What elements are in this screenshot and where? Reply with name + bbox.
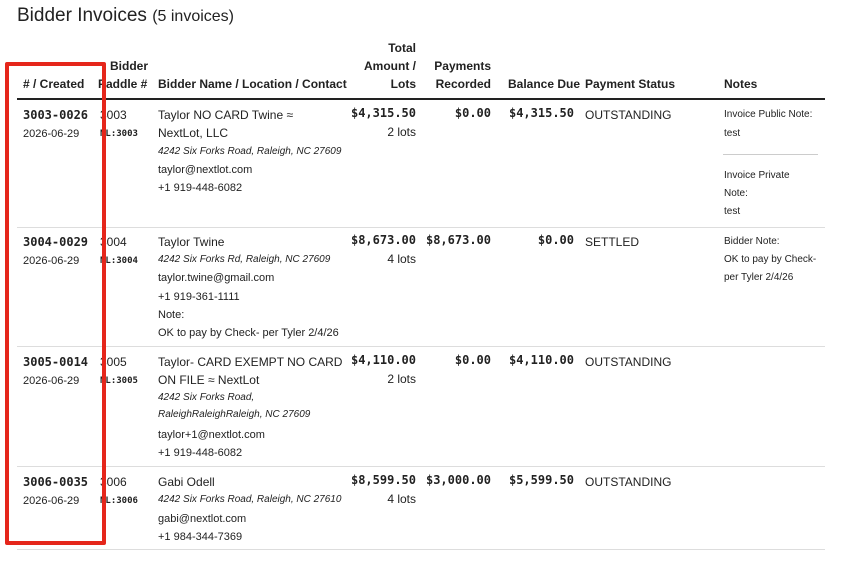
paddle-sub: NL:3006: [100, 496, 138, 506]
lot-count: 4 lots: [387, 252, 416, 266]
highlight-annotation-box: [5, 62, 106, 545]
header-created[interactable]: # / Created: [23, 77, 85, 91]
bidder-name[interactable]: Taylor Twine: [158, 235, 225, 249]
header-notes[interactable]: Notes: [724, 77, 758, 91]
paddle-sub: NL:3004: [100, 256, 138, 266]
invoice-created: 2026-06-29: [23, 495, 80, 507]
row-divider: [17, 466, 825, 467]
row-divider: [17, 346, 825, 347]
balance-due: $0.00: [537, 233, 574, 247]
bidder-name[interactable]: Gabi Odell: [158, 475, 215, 489]
payment-status: OUTSTANDING: [585, 475, 672, 489]
bidder-name[interactable]: Taylor- CARD EXEMPT NO CARD: [158, 355, 343, 369]
row-divider: [17, 227, 825, 228]
bidder-address-2: RaleighRaleighRaleigh, NC 27609: [158, 409, 311, 420]
header-payments-line1[interactable]: Payments: [434, 59, 491, 73]
total-amount: $8,673.00: [350, 233, 416, 247]
public-note-label: Invoice Public Note:: [724, 109, 813, 120]
bidder-email[interactable]: taylor+1@nextlot.com: [158, 429, 265, 441]
invoice-number[interactable]: 3003-0026: [23, 108, 89, 122]
bidder-email[interactable]: taylor.twine@gmail.com: [158, 272, 275, 284]
bidder-email[interactable]: gabi@nextlot.com: [158, 513, 247, 525]
bidder-address: 4242 Six Forks Rd, Raleigh, NC 27609: [158, 254, 331, 265]
bidder-note-label-notes: Bidder Note:: [724, 236, 780, 247]
header-total-line3[interactable]: Lots: [390, 77, 416, 91]
payment-status: OUTSTANDING: [585, 355, 672, 369]
bidder-company: ON FILE ≈ NextLot: [158, 373, 260, 387]
header-bidder[interactable]: Bidder Name / Location / Contact: [158, 77, 347, 91]
header-status[interactable]: Payment Status: [585, 77, 676, 91]
bidder-phone[interactable]: +1 919-448-6082: [158, 182, 243, 194]
payments-recorded: $3,000.00: [425, 473, 491, 487]
balance-due: $4,315.50: [508, 106, 574, 120]
invoice-number[interactable]: 3005-0014: [23, 355, 89, 369]
header-payments-line2[interactable]: Recorded: [435, 77, 491, 91]
payments-recorded: $0.00: [454, 353, 491, 367]
header-total-line2[interactable]: Amount /: [364, 59, 416, 73]
invoice-number[interactable]: 3006-0035: [23, 475, 89, 489]
total-amount: $4,315.50: [350, 106, 416, 120]
invoice-count: (5 invoices): [152, 8, 234, 25]
bidder-note-label: Note:: [158, 309, 185, 321]
payment-status: SETTLED: [585, 235, 640, 249]
bidder-name[interactable]: Taylor NO CARD Twine ≈: [158, 108, 294, 122]
bidder-phone[interactable]: +1 984-344-7369: [158, 531, 243, 543]
invoice-created: 2026-06-29: [23, 255, 80, 267]
paddle-number: 3006: [100, 475, 127, 489]
balance-due: $5,599.50: [508, 473, 574, 487]
public-note: test: [724, 128, 741, 139]
total-amount: $8,599.50: [350, 473, 416, 487]
bidder-address: 4242 Six Forks Road, Raleigh, NC 27610: [158, 494, 342, 505]
header-paddle-line2[interactable]: Paddle #: [98, 77, 148, 91]
payments-recorded: $8,673.00: [425, 233, 491, 247]
header-rule: [17, 98, 825, 100]
lot-count: 2 lots: [387, 372, 416, 386]
paddle-sub: NL:3003: [100, 129, 138, 139]
bidder-address: 4242 Six Forks Road, Raleigh, NC 27609: [158, 146, 342, 157]
invoice-created: 2026-06-29: [23, 375, 80, 387]
invoice-number[interactable]: 3004-0029: [23, 235, 89, 249]
page-title: [17, 5, 234, 27]
payments-recorded: $0.00: [454, 106, 491, 120]
page-title-text: Bidder Invoices: [17, 5, 147, 26]
payment-status: OUTSTANDING: [585, 108, 672, 122]
private-note-label-2: Note:: [724, 188, 748, 199]
bidder-phone[interactable]: +1 919-361-1111: [158, 291, 240, 303]
notes-divider: [723, 154, 818, 155]
bidder-note-line1: OK to pay by Check-: [724, 254, 817, 265]
private-note: test: [724, 206, 741, 217]
lot-count: 2 lots: [387, 125, 416, 139]
paddle-number: 3004: [100, 235, 127, 249]
header-total-line1[interactable]: Total: [388, 41, 416, 55]
bidder-phone[interactable]: +1 919-448-6082: [158, 447, 243, 459]
paddle-sub: NL:3005: [100, 376, 138, 386]
total-amount: $4,110.00: [350, 353, 416, 367]
bidder-address: 4242 Six Forks Road,: [158, 392, 255, 403]
paddle-number: 3005: [100, 355, 127, 369]
paddle-number: 3003: [100, 108, 127, 122]
bidder-email[interactable]: taylor@nextlot.com: [158, 164, 253, 176]
private-note-label: Invoice Private: [724, 170, 790, 181]
balance-due: $4,110.00: [508, 353, 574, 367]
bidder-note-line2: per Tyler 2/4/26: [724, 272, 794, 283]
invoice-created: 2026-06-29: [23, 128, 80, 140]
header-paddle-line1[interactable]: Bidder: [110, 59, 149, 73]
header-balance[interactable]: Balance Due: [508, 77, 581, 91]
bidder-note: OK to pay by Check- per Tyler 2/4/26: [158, 327, 339, 339]
row-divider: [17, 549, 825, 550]
bidder-company: NextLot, LLC: [158, 126, 229, 140]
lot-count: 4 lots: [387, 492, 416, 506]
